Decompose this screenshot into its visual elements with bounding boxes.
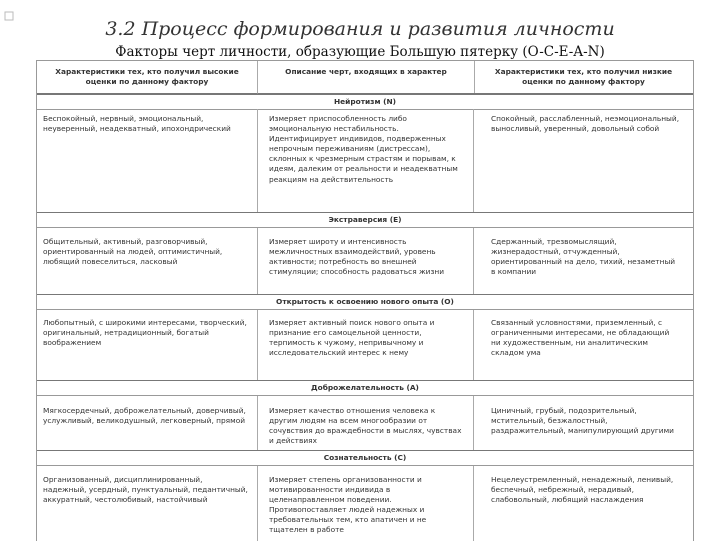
column-divider [473,396,474,450]
column-divider [473,109,474,212]
low-traits-n: Спокойный, расслабленный, неэмоциональный, выносливый, уверенный, довольный собой [491,114,680,134]
description-c: Измеряет степень организованности и мотивированности индивида в целенаправленном поведении. Противопоставляет людей надежных и требовательных тем, кто апатичен и не тщателен в работе [269,475,427,535]
high-traits-e: Общительный, активный, разговорчивый, ориентированный на людей, оптимистичный, любящий повеселиться, ласковый [43,237,223,267]
slide-icon [4,6,14,16]
header-desc: Описание черт, входящих в характер [285,67,447,76]
high-traits-c: Организованный, дисциплинированный, надежный, усердный, пунктуальный, педантичный, аккуратный, честолюбивый, настойчивый [43,475,248,505]
description-e: Измеряет широту и интенсивность межличностных взаимодействий, уровень активности; потребность во внешней стимуляции; способность радоваться жизни [269,237,445,277]
column-divider [257,466,258,541]
high-traits-n: Беспокойный, нервный, эмоциональный, неуверенный, неадекватный, ипохондрический [43,114,231,134]
column-divider [473,466,474,541]
low-traits-c: Нецелеустремленный, ненадежный, ленивый, беспечный, небрежный, нерадивый, слабовольный, любящий наслаждения [491,475,674,505]
header-col-low [474,61,693,94]
header-high: Характеристики тех, кто получил высокие оценки по данному фактору [55,67,239,86]
header-col-desc [257,61,475,94]
big-five-table [36,60,694,541]
description-o: Измеряет активный поиск нового опыта и признание его самоцельной ценности, терпимость к чужому, непривычному и исследовательский интерес к нему [269,318,435,358]
slide-subtitle: Факторы черт личности, образующие Большую пятерку (O-C-E-A-N) [115,44,605,60]
column-divider [257,228,258,294]
low-traits-e: Сдержанный, трезвомыслящий, жизнерадостный, отчужденный, ориентированный на дело, тихий, незаметный в компании [491,237,676,277]
high-traits-o: Любопытный, с широкими интересами, творческий, оригинальный, нетрадиционный, богатый воображением [43,318,247,348]
column-divider [257,109,258,212]
low-traits-o: Связанный условностями, приземленный, с ограниченными интересами, не обладающий ни художественным, ни аналитическим складом ума [491,318,670,358]
header-low: Характеристики тех, кто получил низкие оценки по данному фактору [494,67,673,86]
header-col-high [37,61,257,94]
description-n: Измеряет приспособленность либо эмоциональную нестабильность. Идентифицирует индивидов, подверженных непрочным переживаниям (дистрессам), склонных к чрезмерным страстям и порывам, к идеям, далеким от реальности и неадекватным реакциям на действительность [269,114,458,184]
slide-title: 3.2 Процесс формирования и развития личности [105,18,615,40]
factor-name-n: Нейротизм (N) [37,94,693,110]
factor-name-c: Сознательность (C) [37,450,693,466]
low-traits-a: Циничный, грубый, подозрительный, мстительный, безжалостный, раздражительный, манипулирующий другими [491,406,674,436]
factor-name-e: Экстраверсия (E) [37,212,693,228]
description-a: Измеряет качество отношения человека к другим людям на всем многообразии от сочувствия до враждебности в мыслях, чувствах и действиях [269,406,462,446]
factor-name-a: Доброжелательность (A) [37,380,693,396]
column-divider [257,396,258,450]
column-divider [257,310,258,380]
column-divider [473,310,474,380]
column-divider [473,228,474,294]
high-traits-a: Мягкосердечный, доброжелательный, доверчивый, услужливый, великодушный, легковерный, прямой [43,406,246,426]
factor-name-o: Открытость к освоению нового опыта (O) [37,294,693,310]
